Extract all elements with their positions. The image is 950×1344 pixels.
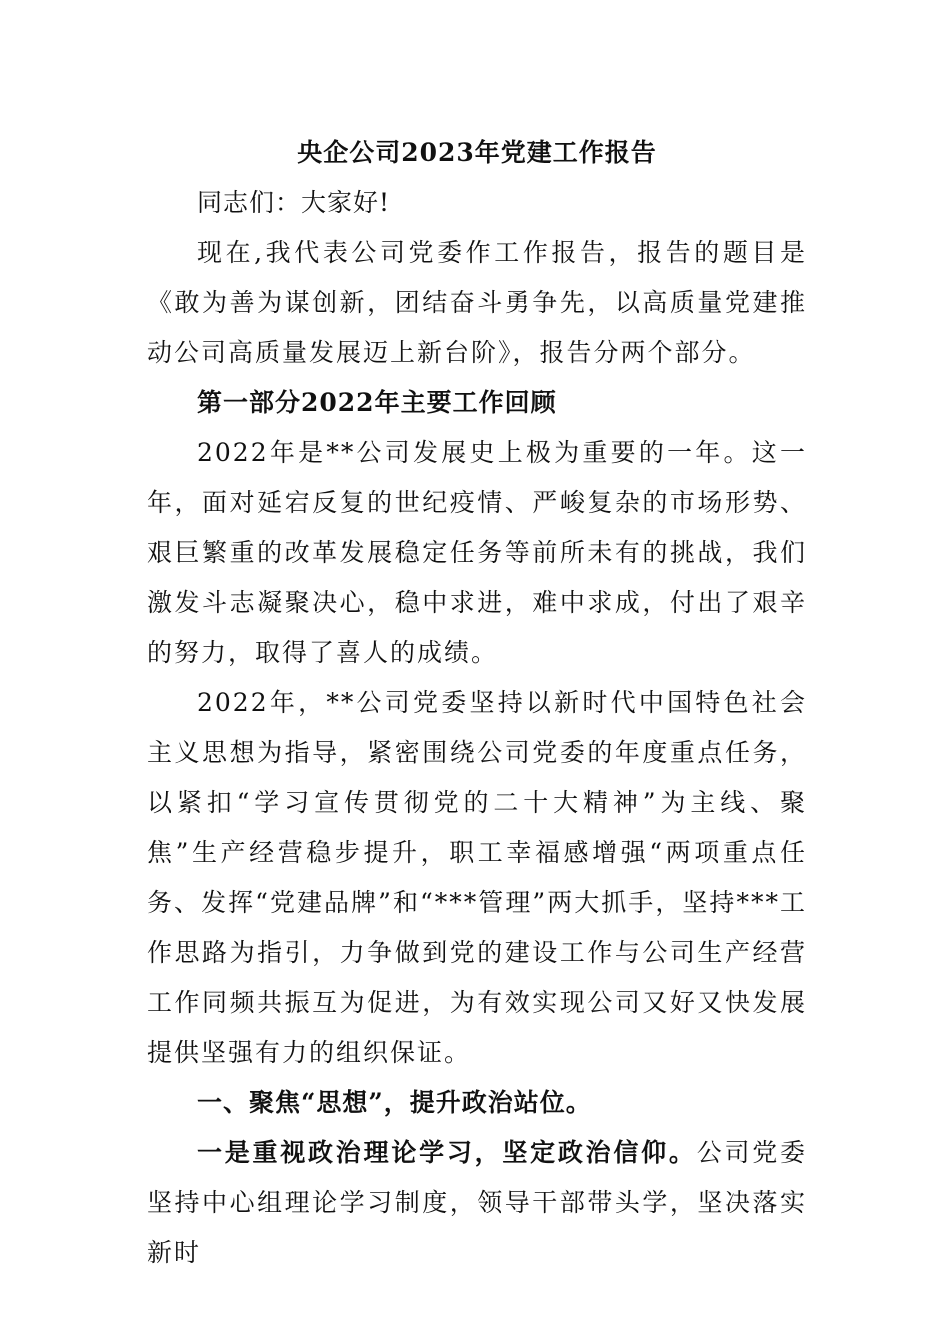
document-title: 央企公司2023年党建工作报告	[297, 138, 657, 167]
greeting: 同志们：大家好!	[197, 188, 391, 217]
part-one-heading: 第一部分2022年主要工作回顾	[197, 388, 557, 417]
review-paragraph-2: 2022年，**公司党委坚持以新时代中国特色社会主义思想为指导，紧密围绕公司党委的年度重点任务，以紧扣“学习宣传贯彻党的二十大精神”为主线、聚焦”生产经营稳步提升，职工幸福感增强“两项重点任务、发挥“党建品牌”和“***管理”两大抓手，坚持***工作思路为指引，力争做到党的建设工作与公司生产经营工作同频共振互为促进，为有效实现公司又好又快发展提供坚强有力的组织保证。	[147, 688, 807, 1067]
section-one-heading: 一、聚焦“思想”，提升政治站位。	[197, 1088, 592, 1117]
review-paragraph-1: 2022年是**公司发展史上极为重要的一年。这一年，面对延宕反复的世纪疫情、严峻复杂的市场形势、艰巨繁重的改革发展稳定任务等前所未有的挑战，我们激发斗志凝聚决心，稳中求进，难中求成，付出了艰辛的努力，取得了喜人的成绩。	[147, 438, 807, 667]
document-body	[147, 132, 807, 1278]
review-paragraph-3	[147, 1128, 807, 1278]
paragraph-3-body: 公司党委坚持中心组理论学习制度，领导干部带头学，坚决落实新时	[147, 1138, 807, 1267]
paragraph-3-lead: 一是重视政治理论学习，坚定政治信仰。	[197, 1138, 697, 1167]
intro-paragraph: 现在,我代表公司党委作工作报告，报告的题目是《敢为善为谋创新，团结奋斗勇争先，以高质量党建推动公司高质量发展迈上新台阶》，报告分两个部分。	[147, 238, 807, 367]
